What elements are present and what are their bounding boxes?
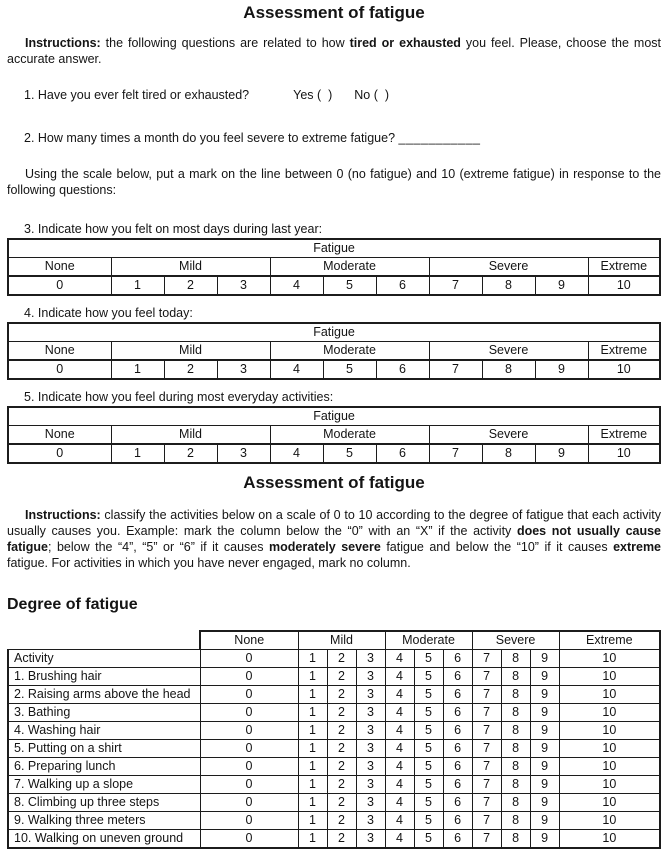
group-header-moderate: Moderate [385,631,472,650]
activity-10-scale-1[interactable]: 1 [298,830,327,849]
activity-4-scale-2[interactable]: 2 [327,722,356,740]
activity-1-scale-10[interactable]: 10 [559,668,660,686]
activity-row [8,740,660,758]
activity-3-scale-5[interactable]: 5 [414,704,443,722]
activity-10-scale-6[interactable]: 6 [443,830,472,849]
group-header-mild: Mild [298,631,385,650]
scale-cell-0[interactable]: 0 [8,444,111,463]
activity-7-scale-5[interactable]: 5 [414,776,443,794]
section2-title: Assessment of fatigue [243,473,425,492]
activity-8-scale-1[interactable]: 1 [298,794,327,812]
activity-7-scale-10[interactable]: 10 [559,776,660,794]
category-cell-moderate: Moderate [270,426,429,445]
activity-7-scale-4[interactable]: 4 [385,776,414,794]
activity-8-scale-10[interactable]: 10 [559,794,660,812]
activity-10-scale-7[interactable]: 7 [472,830,501,849]
activity-10-scale-3[interactable]: 3 [356,830,385,849]
activity-7-scale-3[interactable]: 3 [356,776,385,794]
activity-1-scale-0[interactable]: 0 [200,668,298,686]
activity-5-scale-5[interactable]: 5 [414,740,443,758]
question-4-label: 4. Indicate how you feel today: [24,306,193,320]
answer-blank[interactable]: ___________ [398,131,481,145]
activity-8-scale-0[interactable]: 0 [200,794,298,812]
scale-cell-1[interactable]: 1 [111,444,164,463]
activity-5-scale-2[interactable]: 2 [327,740,356,758]
question-2-text: 2. How many times a month do you feel severe to extreme fatigue? [24,131,396,145]
activity-5-scale-9[interactable]: 9 [530,740,559,758]
activity-header-scale-10: 10 [559,650,660,668]
activity-2-scale-10[interactable]: 10 [559,686,660,704]
text-segment: tired or exhausted [349,36,461,50]
activity-9-scale-2[interactable]: 2 [327,812,356,830]
activity-4-scale-1[interactable]: 1 [298,722,327,740]
activity-label-5: 5. Putting on a shirt [8,740,200,758]
activity-8-scale-3[interactable]: 3 [356,794,385,812]
activity-2-scale-4[interactable]: 4 [385,686,414,704]
question-3-label: 3. Indicate how you felt on most days during last year: [24,222,323,236]
category-cell-severe: Severe [429,342,588,361]
fatigue-header-cell: Fatigue [8,239,660,258]
activity-9-scale-9[interactable]: 9 [530,812,559,830]
text-segment: classify the activities below on a scale of 0 to 10 according to the degree of fatigue that each activity usually causes you. Example: mark the column below the “0” with an “X” if the activity [7,508,661,538]
corner-blank-cell [8,631,200,650]
activity-3-scale-0[interactable]: 0 [200,704,298,722]
activity-9-scale-10[interactable]: 10 [559,812,660,830]
text-segment: the following questions are related to how [100,36,350,50]
category-cell-none: None [8,426,111,445]
activity-label-4: 4. Washing hair [8,722,200,740]
activity-8-scale-4[interactable]: 4 [385,794,414,812]
group-header-none: None [200,631,298,650]
activity-row [8,686,660,704]
activity-header-scale-3: 3 [356,650,385,668]
text-segment: fatigue. For activities in which you have never engaged, mark no column. [7,556,411,570]
activity-10-scale-10[interactable]: 10 [559,830,660,849]
activity-8-scale-9[interactable]: 9 [530,794,559,812]
activity-6-scale-9[interactable]: 9 [530,758,559,776]
activity-10-scale-0[interactable]: 0 [200,830,298,849]
text-segment: moderately severe [269,540,381,554]
activity-3-scale-7[interactable]: 7 [472,704,501,722]
scale-cell-6[interactable]: 6 [376,276,429,295]
scale-cell-7[interactable]: 7 [429,444,482,463]
activity-5-scale-3[interactable]: 3 [356,740,385,758]
activity-label-10: 10. Walking on uneven ground [8,830,200,849]
activity-row [8,704,660,722]
activity-7-scale-0[interactable]: 0 [200,776,298,794]
category-cell-extreme: Extreme [588,426,660,445]
scale-cell-1[interactable]: 1 [111,276,164,295]
activity-header-scale-9: 9 [530,650,559,668]
activity-6-scale-4[interactable]: 4 [385,758,414,776]
activity-6-scale-8[interactable]: 8 [501,758,530,776]
activity-9-scale-6[interactable]: 6 [443,812,472,830]
q3-scale-table [7,238,661,296]
scale-cell-0[interactable]: 0 [8,360,111,379]
activity-header-scale-1: 1 [298,650,327,668]
activity-label-3: 3. Bathing [8,704,200,722]
activity-header-scale-6: 6 [443,650,472,668]
activity-6-scale-10[interactable]: 10 [559,758,660,776]
category-cell-severe: Severe [429,258,588,277]
activity-1-scale-9[interactable]: 9 [530,668,559,686]
text-segment: Instructions: [25,508,101,522]
activity-1-scale-8[interactable]: 8 [501,668,530,686]
activity-1-scale-3[interactable]: 3 [356,668,385,686]
group-header-extreme: Extreme [559,631,660,650]
degree-of-fatigue-heading: Degree of fatigue [7,596,138,613]
activity-row [8,758,660,776]
activity-label-7: 7. Walking up a slope [8,776,200,794]
activity-9-scale-8[interactable]: 8 [501,812,530,830]
scale-cell-7[interactable]: 7 [429,276,482,295]
question-1 [24,87,661,103]
activity-10-scale-9[interactable]: 9 [530,830,559,849]
activity-label-9: 9. Walking three meters [8,812,200,830]
no-option[interactable]: No ( ) [354,88,390,102]
activity-1-scale-2[interactable]: 2 [327,668,356,686]
activity-7-scale-7[interactable]: 7 [472,776,501,794]
text-segment: ; below the “4”, “5” or “6” if it causes [47,540,269,554]
activity-4-scale-5[interactable]: 5 [414,722,443,740]
text-segment: extreme [613,540,662,554]
activity-table [7,630,661,849]
yes-option[interactable]: Yes ( ) [293,88,333,102]
scale-cell-1[interactable]: 1 [111,360,164,379]
activity-2-scale-8[interactable]: 8 [501,686,530,704]
activity-5-scale-8[interactable]: 8 [501,740,530,758]
activity-2-scale-2[interactable]: 2 [327,686,356,704]
activity-2-scale-5[interactable]: 5 [414,686,443,704]
activity-9-scale-3[interactable]: 3 [356,812,385,830]
question-5-label: 5. Indicate how you feel during most everyday activities: [24,390,334,404]
activity-5-scale-1[interactable]: 1 [298,740,327,758]
activity-5-scale-0[interactable]: 0 [200,740,298,758]
question-2 [24,130,661,146]
scale-cell-10[interactable]: 10 [588,360,660,379]
activity-2-scale-7[interactable]: 7 [472,686,501,704]
activity-1-scale-6[interactable]: 6 [443,668,472,686]
section2-instructions [7,507,661,571]
activity-header-scale-2: 2 [327,650,356,668]
activity-7-scale-9[interactable]: 9 [530,776,559,794]
activity-4-scale-3[interactable]: 3 [356,722,385,740]
activity-9-scale-4[interactable]: 4 [385,812,414,830]
text-segment: you feel. Please, choose the most accurate answer. [7,36,661,66]
activity-row [8,722,660,740]
scale-cell-5[interactable]: 5 [323,360,376,379]
scale-cell-3[interactable]: 3 [217,444,270,463]
activity-7-scale-2[interactable]: 2 [327,776,356,794]
activity-3-scale-8[interactable]: 8 [501,704,530,722]
activity-8-scale-7[interactable]: 7 [472,794,501,812]
scale-cell-0[interactable]: 0 [8,276,111,295]
fatigue-header-cell: Fatigue [8,407,660,426]
activity-6-scale-6[interactable]: 6 [443,758,472,776]
activity-6-scale-0[interactable]: 0 [200,758,298,776]
activity-6-scale-7[interactable]: 7 [472,758,501,776]
activity-3-scale-10[interactable]: 10 [559,704,660,722]
section1-title: Assessment of fatigue [243,3,425,22]
scale-cell-8[interactable]: 8 [482,360,535,379]
activity-row [8,776,660,794]
activity-row [8,794,660,812]
activity-label-6: 6. Preparing lunch [8,758,200,776]
activity-label-2: 2. Raising arms above the head [8,686,200,704]
category-cell-mild: Mild [111,342,270,361]
activity-2-scale-3[interactable]: 3 [356,686,385,704]
activity-column-header: Activity [8,650,200,668]
scale-cell-5[interactable]: 5 [323,276,376,295]
scale-cell-6[interactable]: 6 [376,360,429,379]
text-segment: does not usually cause fatigue [7,524,662,554]
activity-7-scale-1[interactable]: 1 [298,776,327,794]
category-cell-moderate: Moderate [270,258,429,277]
category-cell-extreme: Extreme [588,342,660,361]
scale-cell-3[interactable]: 3 [217,276,270,295]
q4-scale-table [7,322,661,380]
activity-6-scale-3[interactable]: 3 [356,758,385,776]
scale-cell-4[interactable]: 4 [270,444,323,463]
scale-cell-7[interactable]: 7 [429,360,482,379]
activity-row [8,812,660,830]
activity-2-scale-9[interactable]: 9 [530,686,559,704]
category-cell-mild: Mild [111,426,270,445]
scale-cell-2[interactable]: 2 [164,360,217,379]
activity-3-scale-6[interactable]: 6 [443,704,472,722]
category-cell-none: None [8,342,111,361]
category-cell-moderate: Moderate [270,342,429,361]
activity-3-scale-2[interactable]: 2 [327,704,356,722]
activity-2-scale-1[interactable]: 1 [298,686,327,704]
activity-2-scale-0[interactable]: 0 [200,686,298,704]
activity-2-scale-6[interactable]: 6 [443,686,472,704]
activity-4-scale-0[interactable]: 0 [200,722,298,740]
activity-1-scale-7[interactable]: 7 [472,668,501,686]
activity-10-scale-2[interactable]: 2 [327,830,356,849]
activity-4-scale-4[interactable]: 4 [385,722,414,740]
activity-7-scale-8[interactable]: 8 [501,776,530,794]
scale-cell-5[interactable]: 5 [323,444,376,463]
activity-8-scale-8[interactable]: 8 [501,794,530,812]
scale-cell-3[interactable]: 3 [217,360,270,379]
activity-label-1: 1. Brushing hair [8,668,200,686]
activity-9-scale-1[interactable]: 1 [298,812,327,830]
question-1-text: 1. Have you ever felt tired or exhausted? [24,88,250,102]
activity-5-scale-6[interactable]: 6 [443,740,472,758]
activity-row [8,668,660,686]
text-segment: fatigue and below the “10” if it causes [380,540,614,554]
scale-cell-9[interactable]: 9 [535,360,588,379]
fatigue-header-cell: Fatigue [8,323,660,342]
activity-8-scale-6[interactable]: 6 [443,794,472,812]
activity-5-scale-7[interactable]: 7 [472,740,501,758]
activity-10-scale-8[interactable]: 8 [501,830,530,849]
scale-cell-2[interactable]: 2 [164,444,217,463]
activity-1-scale-4[interactable]: 4 [385,668,414,686]
scale-cell-4[interactable]: 4 [270,360,323,379]
activity-9-scale-5[interactable]: 5 [414,812,443,830]
activity-8-scale-2[interactable]: 2 [327,794,356,812]
activity-4-scale-10[interactable]: 10 [559,722,660,740]
activity-7-scale-6[interactable]: 6 [443,776,472,794]
activity-4-scale-6[interactable]: 6 [443,722,472,740]
scale-cell-10[interactable]: 10 [588,276,660,295]
scale-cell-9[interactable]: 9 [535,276,588,295]
activity-4-scale-7[interactable]: 7 [472,722,501,740]
scale-cell-8[interactable]: 8 [482,444,535,463]
activity-4-scale-9[interactable]: 9 [530,722,559,740]
scale-cell-10[interactable]: 10 [588,444,660,463]
scale-cell-8[interactable]: 8 [482,276,535,295]
activity-8-scale-5[interactable]: 5 [414,794,443,812]
activity-3-scale-9[interactable]: 9 [530,704,559,722]
group-header-severe: Severe [472,631,559,650]
activity-header-scale-4: 4 [385,650,414,668]
category-cell-extreme: Extreme [588,258,660,277]
activity-10-scale-5[interactable]: 5 [414,830,443,849]
scale-cell-4[interactable]: 4 [270,276,323,295]
category-cell-severe: Severe [429,426,588,445]
section1-instructions [7,35,661,67]
activity-3-scale-1[interactable]: 1 [298,704,327,722]
scale-cell-2[interactable]: 2 [164,276,217,295]
activity-header-scale-5: 5 [414,650,443,668]
activity-4-scale-8[interactable]: 8 [501,722,530,740]
activity-9-scale-7[interactable]: 7 [472,812,501,830]
activity-label-8: 8. Climbing up three steps [8,794,200,812]
text-segment: Instructions: [25,36,101,50]
activity-row [8,830,660,849]
activity-10-scale-4[interactable]: 4 [385,830,414,849]
q5-scale-table [7,406,661,464]
activity-5-scale-10[interactable]: 10 [559,740,660,758]
activity-6-scale-2[interactable]: 2 [327,758,356,776]
activity-1-scale-1[interactable]: 1 [298,668,327,686]
activity-header-scale-0: 0 [200,650,298,668]
scale-cell-6[interactable]: 6 [376,444,429,463]
activity-5-scale-4[interactable]: 4 [385,740,414,758]
activity-6-scale-1[interactable]: 1 [298,758,327,776]
category-cell-mild: Mild [111,258,270,277]
activity-1-scale-5[interactable]: 5 [414,668,443,686]
activity-6-scale-5[interactable]: 5 [414,758,443,776]
category-cell-none: None [8,258,111,277]
scale-intro: Using the scale below, put a mark on the line between 0 (no fatigue) and 10 (extreme fatigue) in response to the following questions: [7,167,661,197]
activity-3-scale-3[interactable]: 3 [356,704,385,722]
activity-header-scale-7: 7 [472,650,501,668]
activity-header-scale-8: 8 [501,650,530,668]
scale-cell-9[interactable]: 9 [535,444,588,463]
activity-3-scale-4[interactable]: 4 [385,704,414,722]
activity-9-scale-0[interactable]: 0 [200,812,298,830]
